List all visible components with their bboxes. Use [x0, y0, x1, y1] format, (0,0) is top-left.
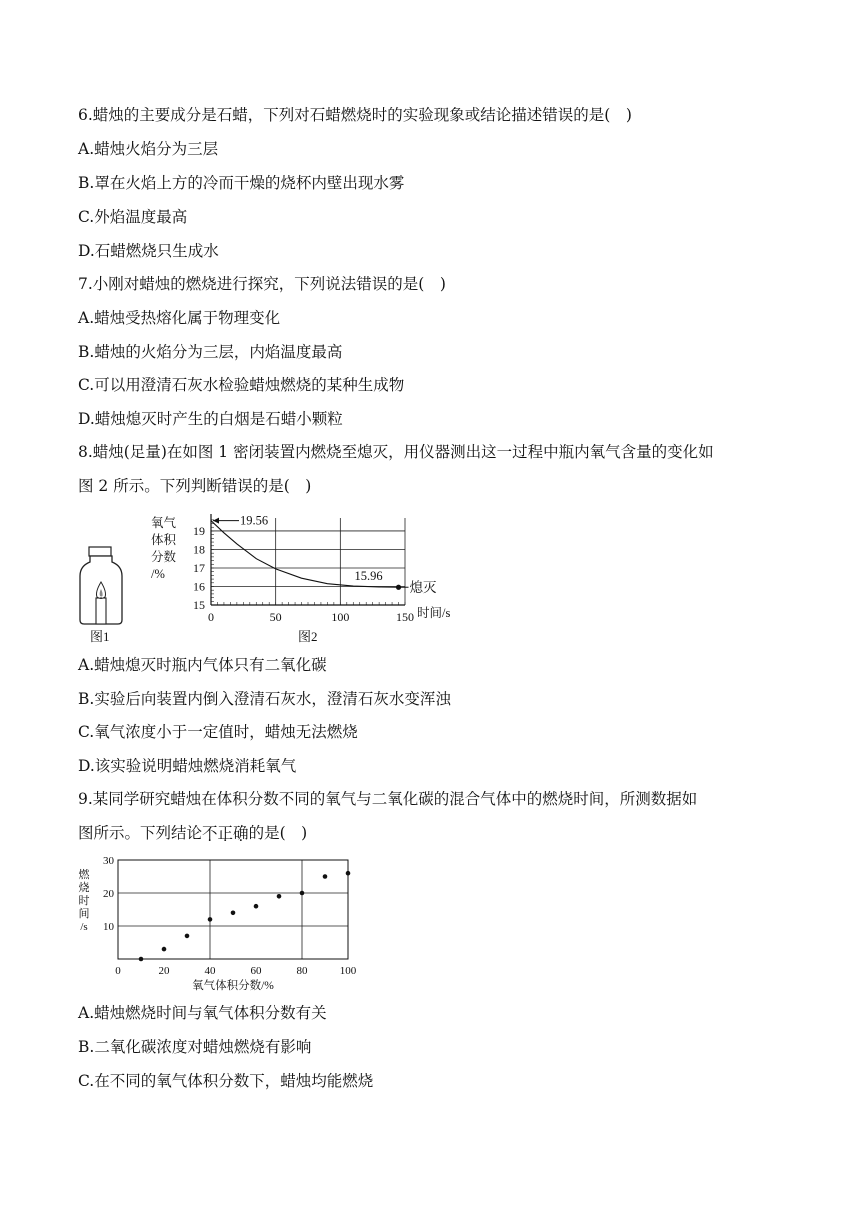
x-tick-label: 150 — [396, 610, 414, 624]
q9-stem-line1: 9.某同学研究蜡烛在体积分数不同的氧气与二氧化碳的混合气体中的燃烧时间，所测数据如 — [78, 790, 698, 808]
q8-option-c: C.氧气浓度小于一定值时，蜡烛无法燃烧 — [78, 723, 358, 741]
data-point — [231, 911, 236, 916]
q9-option-c: C.在不同的氧气体积分数下，蜡烛均能燃烧 — [78, 1072, 374, 1090]
y-axis-title-part: 分数 — [151, 550, 177, 564]
y-tick-label: 30 — [103, 855, 114, 867]
data-point — [346, 871, 351, 876]
x-tick-label: 80 — [296, 965, 308, 977]
q9-emphasis-char-2: 正 — [217, 824, 234, 842]
q8-option-d: D.该实验说明蜡烛燃烧消耗氧气 — [78, 757, 297, 775]
jar-lid — [89, 547, 111, 556]
x-axis-title: 氧气体积分数/% — [192, 980, 274, 992]
data-point — [162, 947, 167, 952]
q6-stem: 6.蜡烛的主要成分是石蜡，下列对石蜡燃烧时的实验现象或结论描述错误的是( ) — [78, 106, 632, 124]
oxygen-line-chart — [145, 508, 475, 638]
plot-frame — [118, 860, 348, 959]
data-point — [323, 874, 328, 879]
q9-emphasis-char-3: 确 — [233, 824, 249, 842]
x-tick-label: 100 — [331, 610, 350, 624]
q9-stem-post: 的是( ) — [248, 824, 308, 842]
q7-option-a: A.蜡烛受热熔化属于物理变化 — [78, 309, 281, 327]
y-tick-label: 20 — [103, 888, 114, 900]
q9-emphasis-char-1: 不 — [202, 824, 218, 842]
q9-stem-line2 — [78, 822, 307, 844]
y-axis-title-part: 烧 — [78, 882, 90, 894]
y-tick-label: 17 — [193, 560, 205, 575]
y-axis-title-part: /% — [151, 567, 165, 581]
x-tick-label: 40 — [204, 965, 216, 977]
data-point — [208, 917, 213, 922]
start-value-label: 19.56 — [240, 513, 269, 528]
data-point — [300, 891, 305, 896]
q8-option-a: A.蜡烛熄灭时瓶内气体只有二氧化碳 — [78, 656, 327, 674]
candle — [96, 598, 106, 624]
y-tick-label: 16 — [193, 579, 205, 594]
q7-stem: 7.小刚对蜡烛的燃烧进行探究，下列说法错误的是( ) — [78, 275, 446, 293]
q6-option-a: A.蜡烛火焰分为三层 — [78, 140, 219, 158]
q9-option-b: B.二氧化碳浓度对蜡烛燃烧有影响 — [78, 1038, 312, 1056]
y-axis-title-part: 燃 — [78, 869, 90, 881]
y-axis-title-part: 体积 — [151, 533, 177, 547]
y-tick-label: 18 — [193, 542, 205, 557]
x-tick-label: 0 — [208, 610, 214, 624]
y-tick-label: 10 — [103, 921, 114, 933]
q9-stem-pre: 图所示。下列结论 — [78, 824, 203, 842]
q6-option-d: D.石蜡燃烧只生成水 — [78, 242, 219, 260]
q7-option-d: D.蜡烛熄灭时产生的白烟是石蜡小颗粒 — [78, 410, 343, 428]
q7-option-b: B.蜡烛的火焰分为三层，内焰温度最高 — [78, 343, 343, 361]
fig2-caption: 图2 — [298, 629, 318, 644]
x-tick-label: 100 — [339, 965, 357, 977]
data-point — [139, 957, 144, 962]
x-tick-label: 50 — [269, 610, 282, 624]
burn-time-scatter-chart — [70, 852, 370, 992]
y-tick-label: 15 — [193, 598, 205, 612]
x-tick-label: 0 — [115, 965, 121, 977]
q8-option-b: B.实验后向装置内倒入澄清石灰水，澄清石灰水变浑浊 — [78, 690, 451, 708]
y-axis-title-part: 间 — [78, 908, 90, 920]
q8-stem-line2: 图 2 所示。下列判断错误的是( ) — [78, 477, 312, 495]
q8-stem-line1: 8.蜡烛(足量)在如图 1 密闭装置内燃烧至熄灭，用仪器测出这一过程中瓶内氧气含量的变化如 — [78, 443, 714, 461]
y-axis-title-part: 氧气 — [151, 516, 177, 530]
end-value-label: 15.96 — [354, 569, 383, 584]
end-point — [396, 585, 401, 590]
data-point — [185, 934, 190, 939]
q7-option-c: C.可以用澄清石灰水检验蜡烛燃烧的某种生成物 — [78, 376, 405, 394]
x-tick-label: 20 — [158, 965, 170, 977]
y-tick-label: 19 — [193, 523, 205, 538]
y-axis-title-part: /s — [80, 921, 88, 933]
extinguish-label: 熄灭 — [409, 580, 437, 596]
q6-option-c: C.外焰温度最高 — [78, 208, 188, 226]
fig1-caption: 图1 — [90, 629, 110, 644]
y-axis-title-part: 时 — [78, 895, 90, 907]
data-point — [254, 904, 259, 909]
data-point — [277, 894, 282, 899]
x-tick-label: 60 — [250, 965, 262, 977]
q6-option-b: B.罩在火焰上方的冷而干燥的烧杯内壁出现水雾 — [78, 174, 405, 192]
x-axis-title: 时间/s — [417, 606, 451, 620]
q9-option-a: A.蜡烛燃烧时间与氧气体积分数有关 — [78, 1004, 327, 1022]
